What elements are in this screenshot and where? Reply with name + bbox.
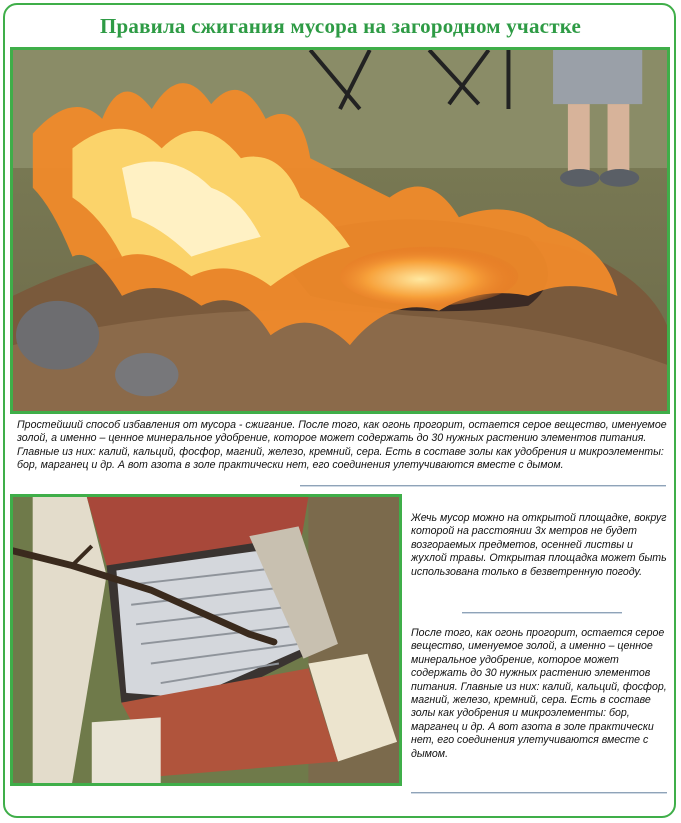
top-caption: Простейший способ избавления от мусора - сжигание. После того, как огонь прогорит, остается серое вещество, именуемое золой, а именно – ценное минеральное удобрение, которое может содержать до 30 нужных растению элементов питания. Главные из них: калий, кальций, фосфор, магний, железо, кремний, сера. Есть в составе золы как удобрения и микроэлементы: бор, марганец и др. А вот азота в золе практически нет, его соединения улетучиваются вместе с дымом.	[17, 419, 667, 472]
ash-fertilizer-text: После того, как огонь прогорит, остается серое вещество, именуемое золой, а именно – ценное минеральное удобрение, которое может содержать до 30 нужных растению элементов питания. Главные из них: калий, кальций, фосфор, магний, железо, кремний, сера. Есть в составе золы как удобрения и микроэлементы: бор, марганец и др. А вот азота в золе практически нет, его соединения улетучиваются вместе с дымом.	[411, 627, 667, 760]
divider-line	[462, 612, 622, 614]
ash-pit-photo	[10, 494, 402, 786]
page-title: Правила сжигания мусора на загородном участке	[99, 14, 582, 38]
burning-leaves-photo	[10, 47, 670, 414]
open-area-rules-text: Жечь мусор можно на открытой площадке, вокруг которой на расстоянии 3х метров не будет возгораемых предметов, осенней листвы и жухлой травы. Открытая площадка может быть использована только в безветренную погоду.	[411, 512, 667, 578]
divider-line	[300, 485, 666, 487]
ash-pit-illustration	[13, 497, 399, 783]
burning-leaves-illustration	[13, 50, 667, 411]
divider-line	[411, 792, 667, 794]
